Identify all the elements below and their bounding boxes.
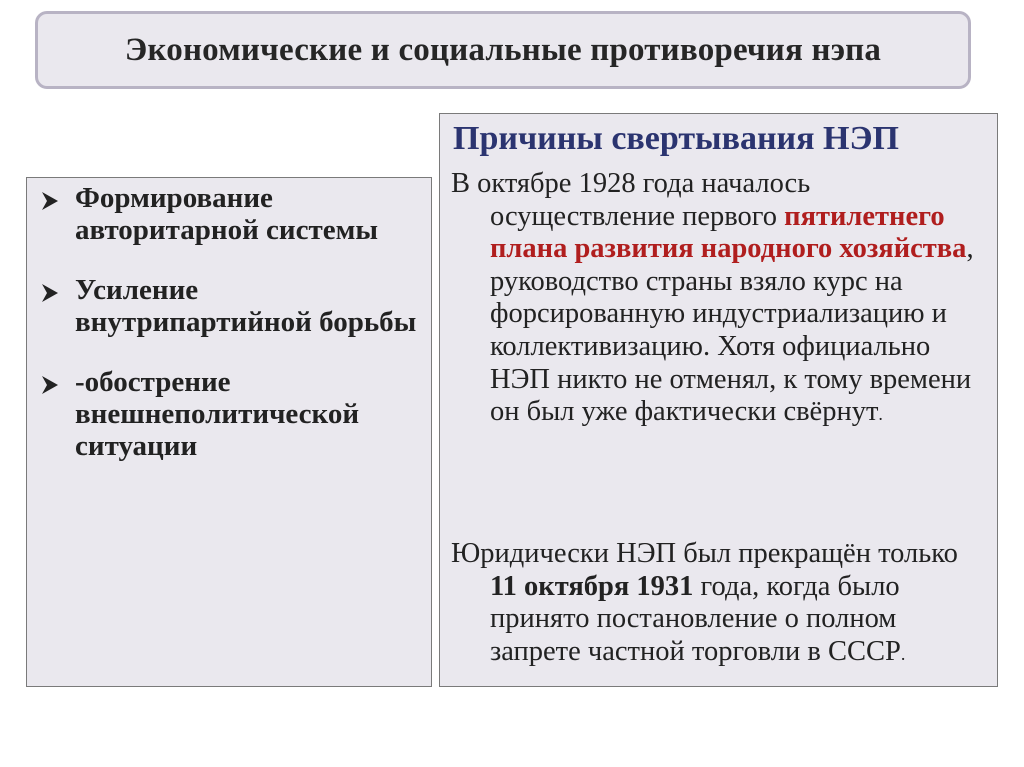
paragraph-period: . (900, 643, 906, 664)
paragraph-five-year-plan (451, 168, 987, 431)
panel-heading: Причины свертывания НЭП (453, 120, 899, 157)
list-item (39, 182, 425, 246)
highlighted-phrase: пятилетнего плана развития народного хозяйства (490, 200, 967, 265)
left-panel (26, 177, 432, 687)
list-item (39, 366, 425, 462)
slide-title: Экономические и социальные противоречия нэпа (124, 31, 882, 68)
paragraph-legal-end (451, 538, 987, 670)
title-box (35, 11, 971, 89)
arrow-bullet-icon (39, 277, 65, 309)
arrow-bullet-icon (39, 369, 65, 401)
paragraph-text: Юридически НЭП был прекращён только (451, 538, 958, 569)
list-item-text: -обострение внешнеполитической ситуации (75, 366, 360, 462)
bold-date: 11 октября 1931 (490, 570, 694, 602)
paragraph-text: В октябре 1928 года началось осуществление первого (451, 168, 811, 232)
paragraph-text: года, когда было принято постановление о полном запрете частной торговли в СССР (490, 570, 901, 667)
paragraph-text: , руководство страны взяло курс на форсированную индустриализацию и коллективизацию. Хотя официально НЭП никто не отменял, к тому времени он был уже фактически свёрнут (490, 233, 974, 428)
list-item (39, 274, 425, 338)
list-item-text: Усиление внутрипартийной борьбы (75, 274, 417, 338)
list-item-text: Формирование авторитарной системы (75, 182, 378, 246)
arrow-bullet-icon (39, 185, 65, 217)
bullet-list (39, 182, 425, 490)
right-panel (439, 113, 998, 687)
paragraph-period: . (878, 404, 883, 425)
